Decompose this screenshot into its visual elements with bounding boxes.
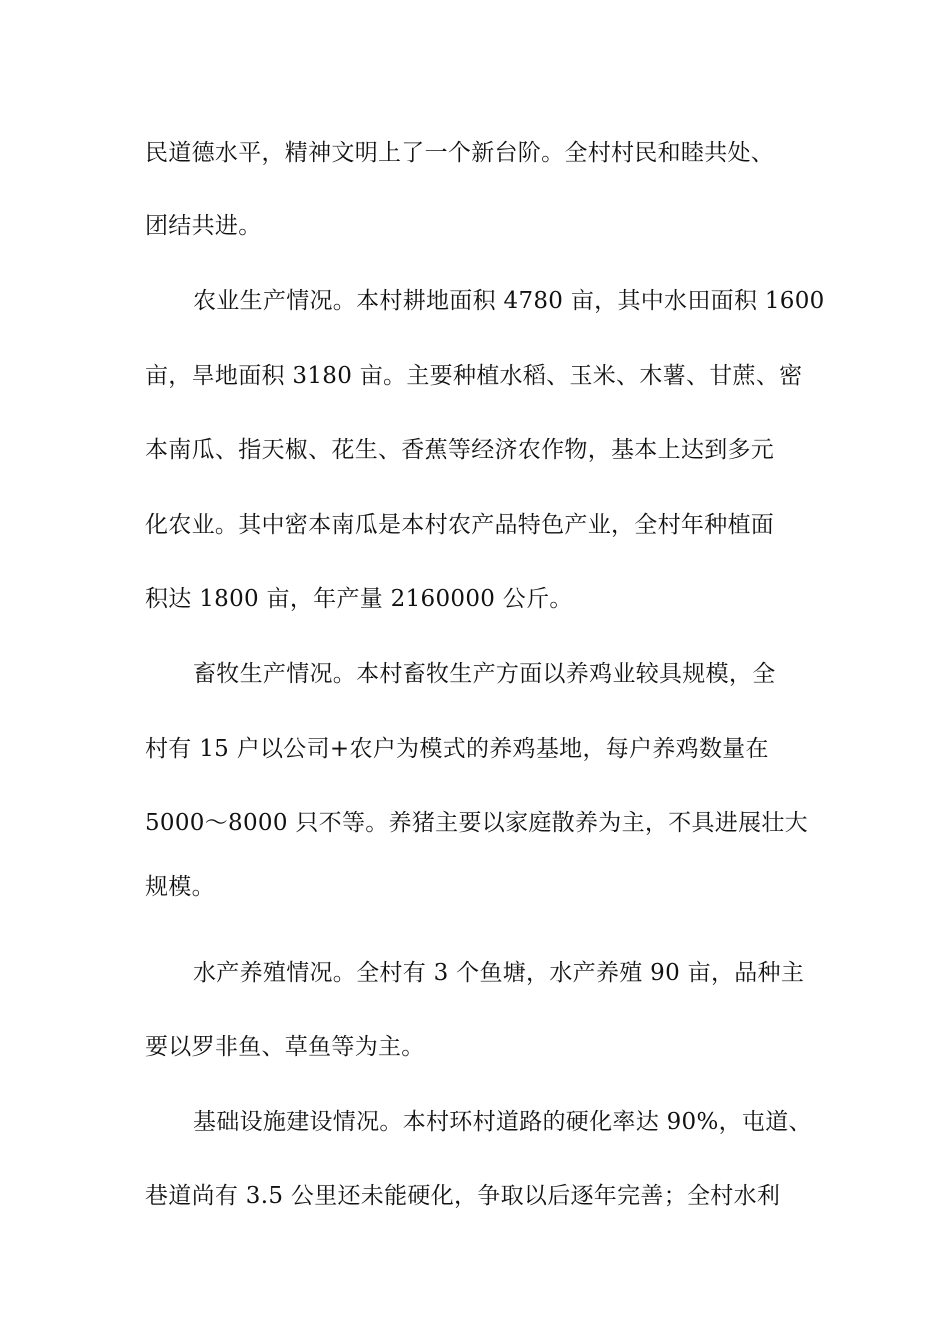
paragraph-start-line: 基础设施建设情况。本村环村道路的硬化率达 90%，屯道、: [193, 1109, 812, 1135]
paragraph-start-line: 水产养殖情况。全村有 3 个鱼塘，水产养殖 90 亩，品种主: [193, 960, 805, 986]
text-line: 巷道尚有 3.5 公里还未能硬化，争取以后逐年完善；全村水利: [145, 1183, 781, 1209]
text-line: 民道德水平，精神文明上了一个新台阶。全村村民和睦共处、: [145, 140, 775, 166]
text-line: 积达 1800 亩，年产量 2160000 公斤。: [145, 586, 573, 612]
text-line: 要以罗非鱼、草鱼等为主。: [145, 1034, 425, 1060]
text-line: 村有 15 户以公司+农户为模式的养鸡基地，每户养鸡数量在: [145, 736, 769, 762]
text-line: 亩，旱地面积 3180 亩。主要种植水稻、玉米、木薯、甘蔗、密: [145, 363, 803, 389]
paragraph-start-line: 畜牧生产情况。本村畜牧生产方面以养鸡业较具规模，全: [193, 661, 776, 687]
text-line: 规模。: [145, 874, 215, 900]
text-line: 团结共进。: [145, 213, 262, 239]
text-line: 本南瓜、指天椒、花生、香蕉等经济农作物，基本上达到多元: [145, 437, 775, 463]
paragraph-start-line: 农业生产情况。本村耕地面积 4780 亩，其中水田面积 1600: [193, 288, 825, 314]
text-line: 化农业。其中密本南瓜是本村农产品特色产业，全村年种植面: [145, 512, 775, 538]
text-line: 5000～8000 只不等。养猪主要以家庭散养为主，不具进展壮大: [145, 810, 808, 836]
